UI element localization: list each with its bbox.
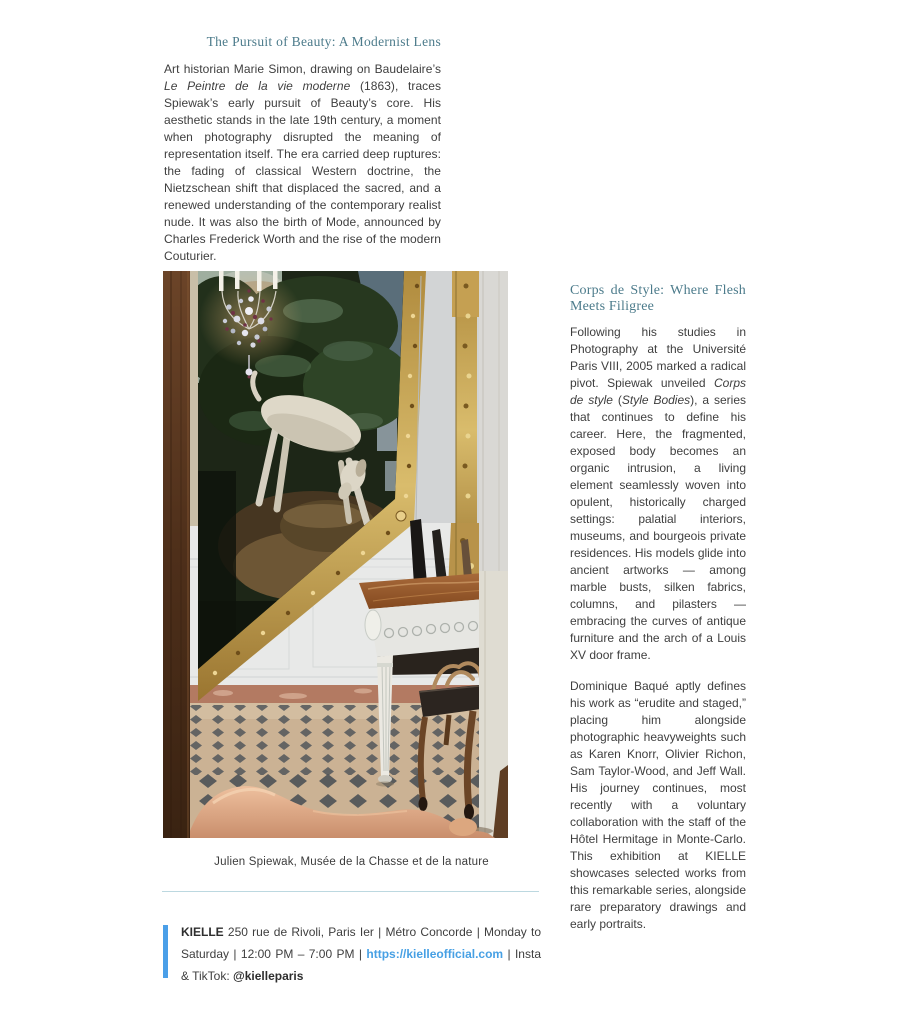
article-paragraph [164, 61, 441, 265]
left-column [164, 34, 441, 265]
gallery-social-prefix: | Insta & TikTok: [181, 947, 541, 983]
paragraph-segment: Following his studies in Photography at the Université Paris VIII, 2005 marked a radical pivot. Spiewak unveiled [570, 325, 746, 390]
series-heading-line2: Meets Filigree [570, 299, 655, 314]
series-paragraph-1 [570, 324, 746, 664]
section-divider [162, 891, 539, 892]
exhibition-photo [163, 271, 508, 838]
gallery-website-link[interactable]: https://kielleofficial.com [366, 947, 504, 961]
photo-caption: Julien Spiewak, Musée de la Chasse et de la nature [214, 856, 489, 868]
paragraph-segment: Art historian Marie Simon, drawing on Baudelaire’s [164, 62, 441, 76]
exhibition-photo-svg [163, 271, 508, 838]
paragraph-segment: ), a series that continues to define his career. Here, the fragmented, exposed body becomes an organic intrusion, a living element seamlessly woven into opulent, historically charged settings: palatial interiors, museums, and bourgeois private residences. His models glide into ancient artworks — among marble busts, silken fabrics, columns, and pilasters — embracing the curves of antique furniture and the arch of a Louis XV door frame. [570, 393, 747, 662]
gallery-info [163, 921, 541, 987]
right-column [570, 283, 746, 933]
series-title-italic: Corps de style [570, 376, 746, 407]
series-heading-line1: Corps de Style: Where Flesh [570, 283, 746, 298]
book-title-italic: Le Peintre de la vie moderne [164, 79, 351, 93]
gallery-info-text [181, 921, 541, 987]
series-heading [570, 283, 746, 315]
photo-door-frame-right [479, 271, 508, 838]
series-paragraph-2: Dominique Baqué aptly defines his work as “erudite and staged,” placing him alongside photographic heavyweights such as Karen Knorr, Olivier Richon, Sam Taylor-Wood, and Jeff Wall. His journey continues, most recently with a voluntary collaboration with the staff of the Hôtel Hermitage in Monte-Carlo. This exhibition at KIELLE showcases selected works from this remarkable series, alongside rare preparatory drawings and early portraits. [570, 679, 746, 931]
gallery-address: 250 rue de Rivoli, Paris Ier | Métro Concorde | Monday to Saturday | 12:00 PM – 7:00 PM | [181, 925, 541, 961]
article-heading: The Pursuit of Beauty: A Modernist Lens [206, 34, 441, 49]
gallery-social-handle: @kielleparis [233, 969, 304, 983]
series-title-translation-italic: Style Bodies [621, 393, 691, 407]
accent-bar [163, 925, 168, 978]
paragraph-segment: (1863), traces Spiewak’s early pursuit of Beauty’s core. His aesthetic stands in the late 19th century, a moment when photography disrupted the meaning of representation itself. The era carried deep ruptures: the fading of classical Western doctrine, the Nietzschean shift that displaced the sacred, and a renewed understanding of the contemporary realist nude. It was also the birth of Mode, announced by Charles Frederick Worth and the rise of the modern Couturier. [164, 79, 441, 263]
paragraph-segment: ( [612, 393, 622, 407]
gallery-brand-name: KIELLE [181, 925, 224, 939]
